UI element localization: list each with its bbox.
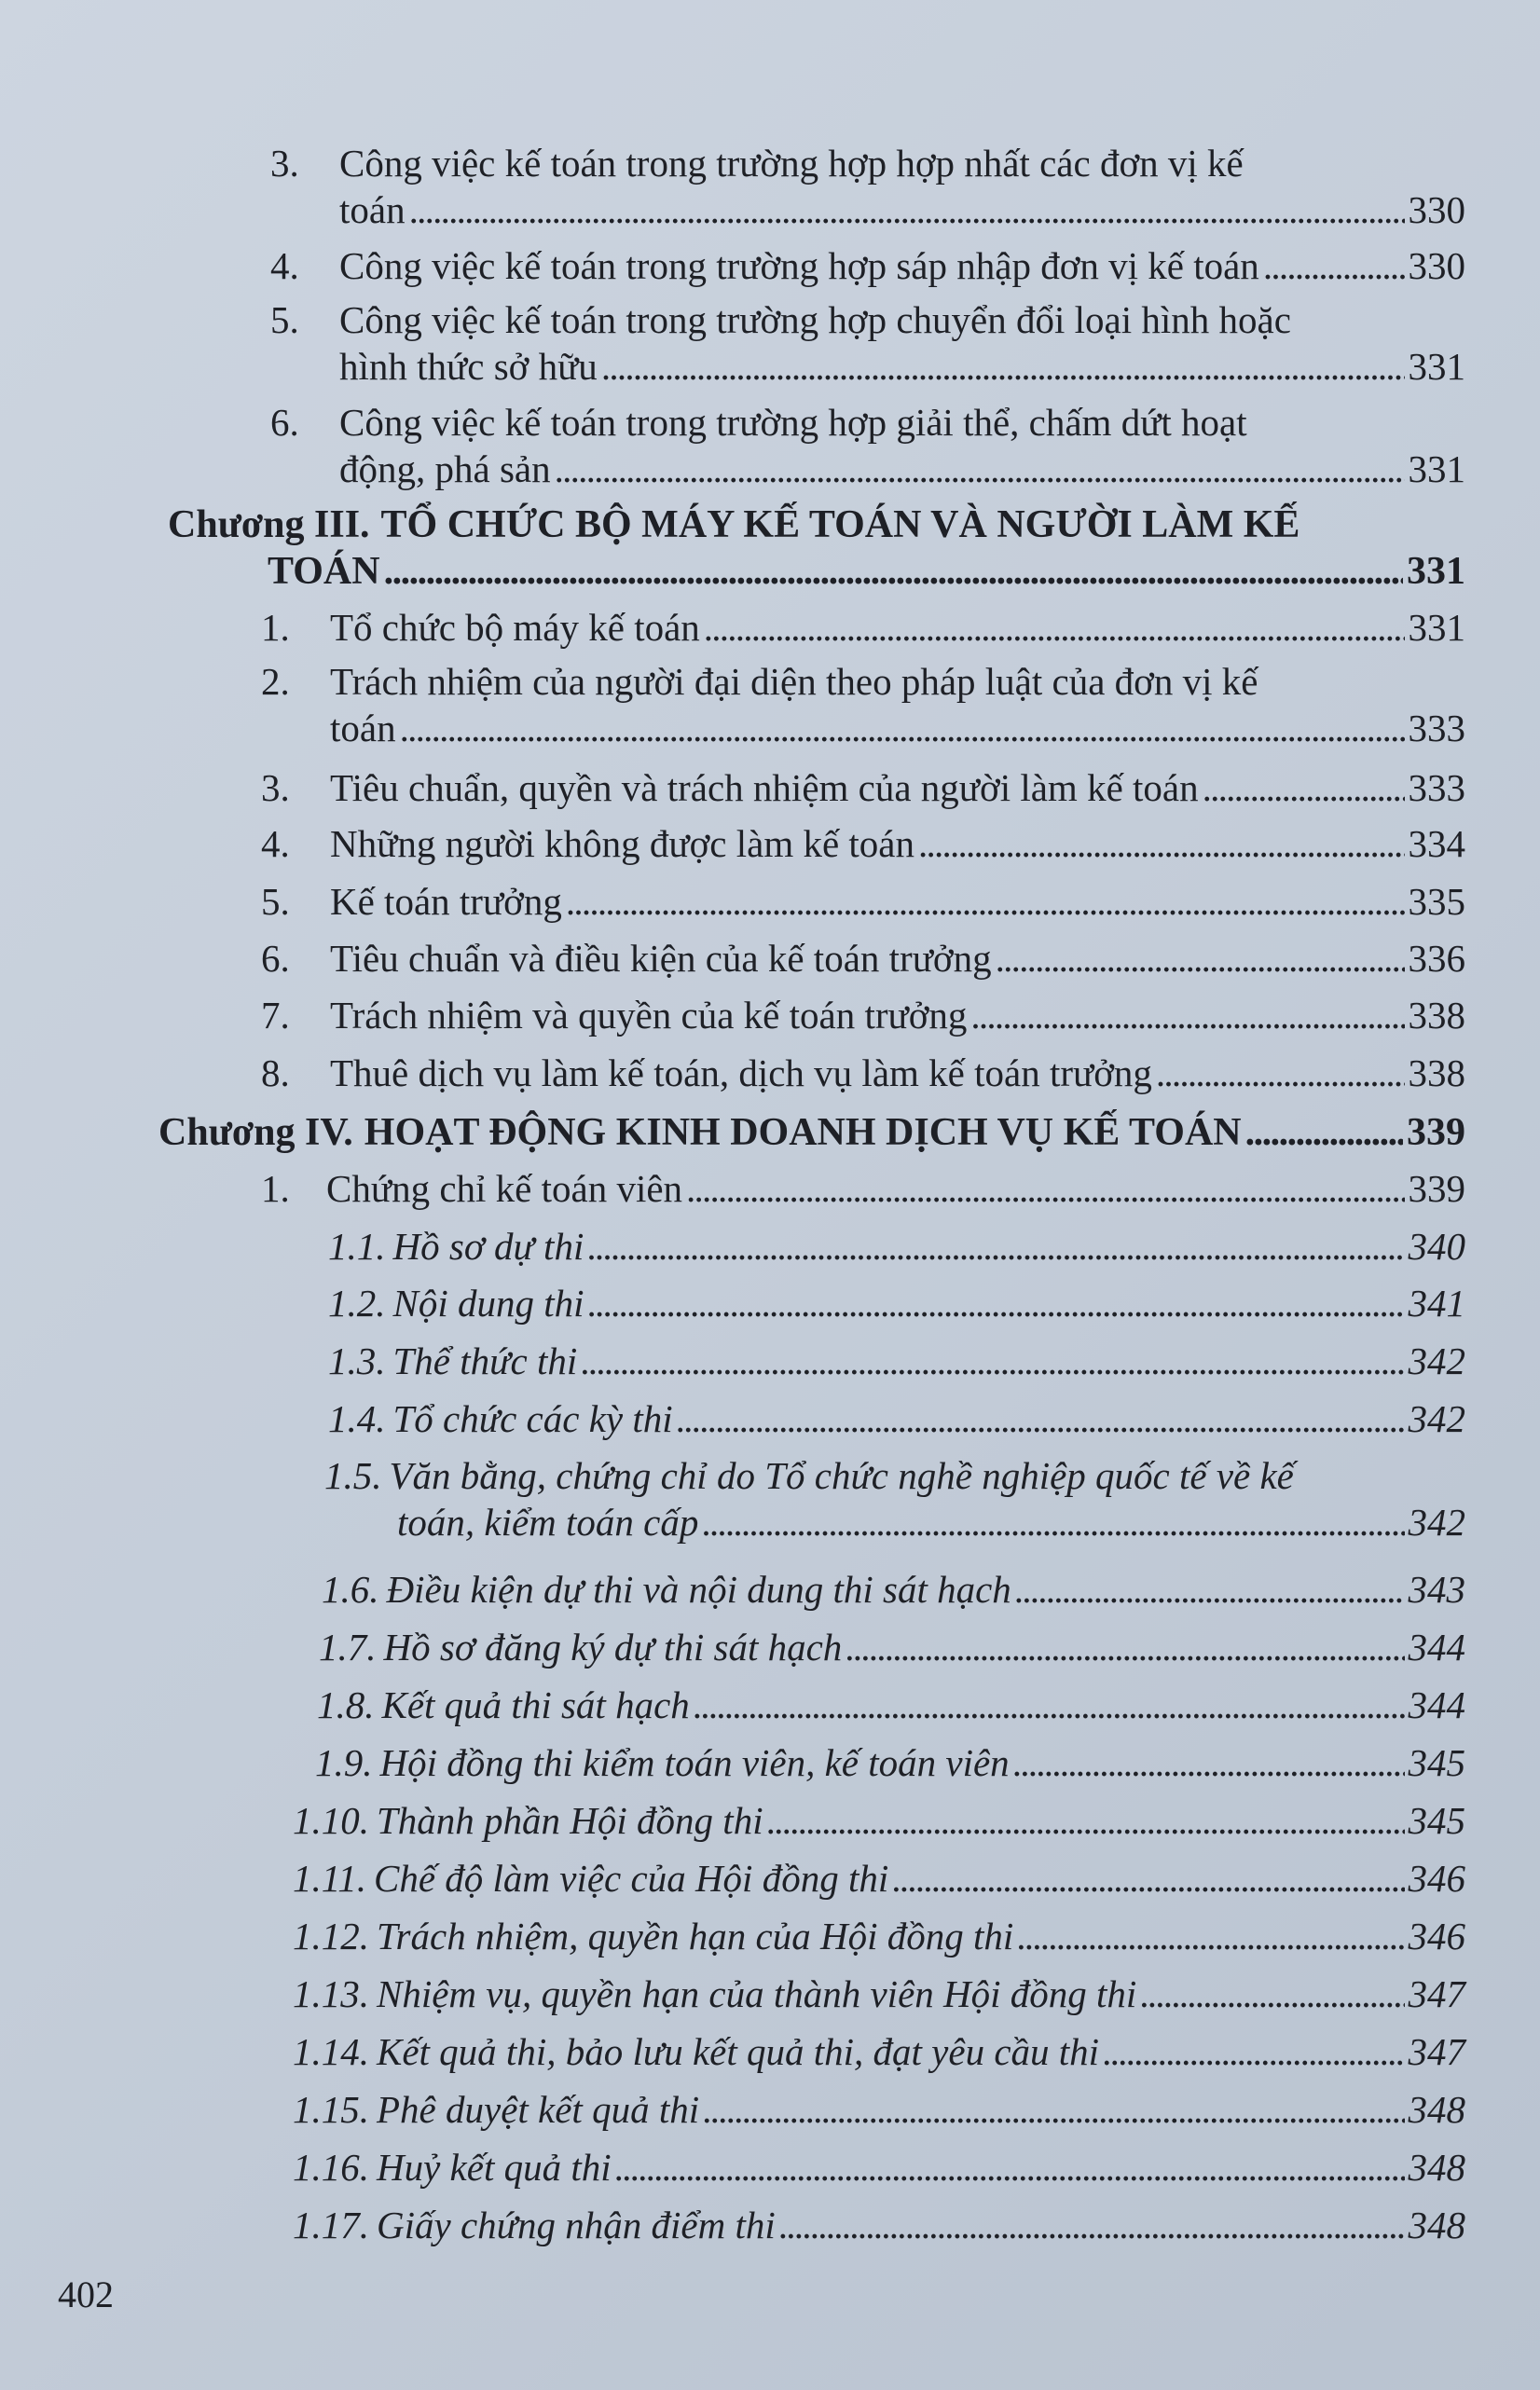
subentry-title: Thành phần Hội đồng thi bbox=[377, 1799, 763, 1842]
leader-dots bbox=[694, 1682, 1405, 1728]
entry-number: 8. bbox=[261, 1051, 290, 1094]
leader-dots bbox=[702, 1499, 1404, 1545]
entry-title: Tổ chức bộ máy kế toán bbox=[330, 606, 700, 649]
toc-subentry bbox=[328, 1395, 1465, 1442]
leader-dots bbox=[1156, 1050, 1405, 1096]
toc-entry bbox=[270, 140, 1465, 233]
toc-entry bbox=[261, 1165, 1465, 1212]
toc-subentry bbox=[293, 1913, 1465, 1959]
leader-dots bbox=[703, 2086, 1404, 2133]
toc-entry bbox=[261, 878, 1465, 925]
leader-dots bbox=[1203, 764, 1405, 811]
entry-number: 4. bbox=[270, 244, 299, 287]
leader-dots bbox=[601, 343, 1405, 390]
toc-subentry bbox=[293, 1797, 1465, 1844]
entry-title-cont: toán bbox=[330, 707, 396, 749]
subentry-page: 343 bbox=[1408, 1568, 1465, 1611]
subentry-title: Văn bằng, chứng chỉ do Tổ chức nghề nghiệp quốc tế về kế bbox=[389, 1454, 1294, 1497]
subentry-number: 1.9. bbox=[315, 1741, 373, 1784]
leader-dots bbox=[767, 1797, 1405, 1844]
subentry-number: 1.2. bbox=[328, 1282, 386, 1325]
leader-dots bbox=[555, 446, 1405, 492]
leader-dots bbox=[384, 548, 1403, 595]
toc-entry bbox=[270, 242, 1465, 289]
entry-page: 331 bbox=[1408, 606, 1465, 649]
leader-dots bbox=[587, 1223, 1404, 1270]
subentry-title: Giấy chứng nhận điểm thi bbox=[377, 2204, 776, 2246]
subentry-title: Phê duyệt kết quả thi bbox=[377, 2088, 700, 2131]
subentry-title: Chế độ làm việc của Hội đồng thi bbox=[373, 1857, 889, 1900]
entry-number: 5. bbox=[261, 880, 290, 923]
subentry-page: 342 bbox=[1408, 1501, 1465, 1544]
subentry-page: 340 bbox=[1408, 1225, 1465, 1268]
toc-chapter bbox=[168, 501, 1465, 595]
subentry-number: 1.15. bbox=[293, 2088, 369, 2131]
subentry-page: 348 bbox=[1408, 2204, 1465, 2246]
toc-entry bbox=[261, 604, 1465, 651]
entry-page: 330 bbox=[1408, 244, 1465, 287]
entry-number: 4. bbox=[261, 822, 290, 865]
leader-dots bbox=[1015, 1566, 1405, 1613]
entry-page: 333 bbox=[1408, 707, 1465, 749]
leader-dots bbox=[846, 1624, 1404, 1670]
toc-entry bbox=[261, 764, 1465, 811]
leader-dots bbox=[686, 1165, 1404, 1212]
subentry-page: 345 bbox=[1408, 1799, 1465, 1842]
entry-page: 338 bbox=[1408, 1051, 1465, 1094]
leader-dots bbox=[918, 820, 1405, 867]
entry-number: 1. bbox=[261, 1167, 290, 1210]
leader-dots bbox=[588, 1280, 1405, 1326]
toc-entry bbox=[261, 820, 1465, 867]
entry-title: Những người không được làm kế toán bbox=[330, 822, 914, 865]
leader-dots bbox=[581, 1338, 1404, 1384]
subentry-title-cont: toán, kiểm toán cấp bbox=[397, 1501, 699, 1544]
subentry-page: 346 bbox=[1408, 1857, 1465, 1900]
toc-subentry bbox=[328, 1280, 1465, 1326]
subentry-number: 1.11. bbox=[293, 1857, 366, 1900]
leader-dots bbox=[615, 2144, 1405, 2191]
subentry-number: 1.13. bbox=[293, 1972, 369, 2015]
toc-subentry bbox=[317, 1682, 1465, 1728]
chapter-number: Chương III. bbox=[168, 503, 370, 546]
leader-dots bbox=[996, 935, 1405, 982]
entry-number: 3. bbox=[261, 766, 290, 809]
entry-title: Công việc kế toán trong trường hợp sáp nhập đơn vị kế toán bbox=[339, 244, 1259, 287]
toc-entry bbox=[270, 296, 1465, 390]
entry-page: 331 bbox=[1408, 345, 1465, 388]
leader-dots bbox=[970, 992, 1404, 1038]
entry-title: Tiêu chuẩn, quyền và trách nhiệm của người làm kế toán bbox=[330, 766, 1199, 809]
subentry-title: Kết quả thi, bảo lưu kết quả thi, đạt yêu cầu thi bbox=[377, 2030, 1100, 2073]
leader-dots bbox=[1245, 1109, 1403, 1156]
subentry-number: 1.10. bbox=[293, 1799, 369, 1842]
leader-dots bbox=[1140, 1971, 1404, 2017]
leader-dots bbox=[566, 878, 1405, 925]
toc-subentry bbox=[293, 2086, 1465, 2133]
entry-page: 334 bbox=[1408, 822, 1465, 865]
entry-page: 333 bbox=[1408, 766, 1465, 809]
entry-title-cont: hình thức sở hữu bbox=[339, 345, 598, 388]
subentry-number: 1.5. bbox=[324, 1454, 382, 1497]
toc-entry bbox=[261, 1050, 1465, 1096]
toc-subentry bbox=[324, 1452, 1465, 1545]
leader-dots bbox=[704, 604, 1405, 651]
leader-dots bbox=[1013, 1739, 1405, 1786]
toc-subentry bbox=[322, 1566, 1465, 1613]
entry-page: 335 bbox=[1408, 880, 1465, 923]
leader-dots bbox=[400, 705, 1405, 751]
leader-dots bbox=[409, 186, 1405, 233]
subentry-page: 344 bbox=[1408, 1626, 1465, 1669]
entry-title: Chứng chỉ kế toán viên bbox=[326, 1167, 683, 1210]
toc-entry bbox=[261, 658, 1465, 751]
toc-subentry bbox=[328, 1338, 1465, 1384]
entry-title: Thuê dịch vụ làm kế toán, dịch vụ làm kế toán trưởng bbox=[330, 1051, 1152, 1094]
subentry-title: Thể thức thi bbox=[392, 1339, 578, 1382]
subentry-number: 1.12. bbox=[293, 1915, 369, 1957]
subentry-title: Trách nhiệm, quyền hạn của Hội đồng thi bbox=[377, 1915, 1014, 1957]
leader-dots bbox=[1103, 2028, 1404, 2075]
leader-dots bbox=[677, 1395, 1405, 1442]
entry-page: 331 bbox=[1408, 447, 1465, 490]
toc-subentry bbox=[293, 2028, 1465, 2075]
chapter-page: 339 bbox=[1407, 1111, 1465, 1154]
subentry-number: 1.7. bbox=[319, 1626, 377, 1669]
entry-number: 3. bbox=[270, 142, 299, 185]
subentry-page: 344 bbox=[1408, 1683, 1465, 1726]
subentry-page: 347 bbox=[1408, 2030, 1465, 2073]
entry-page: 330 bbox=[1408, 188, 1465, 231]
toc-subentry bbox=[328, 1223, 1465, 1270]
entry-title: Công việc kế toán trong trường hợp hợp nhất các đơn vị kế bbox=[339, 142, 1244, 185]
subentry-number: 1.16. bbox=[293, 2146, 369, 2189]
entry-title-cont: toán bbox=[339, 188, 406, 231]
entry-number: 1. bbox=[261, 606, 290, 649]
entry-title: Trách nhiệm của người đại diện theo pháp luật của đơn vị kế bbox=[330, 660, 1258, 703]
toc-entry bbox=[261, 992, 1465, 1038]
entry-page: 338 bbox=[1408, 994, 1465, 1037]
subentry-page: 346 bbox=[1408, 1915, 1465, 1957]
toc-subentry bbox=[315, 1739, 1465, 1786]
subentry-page: 342 bbox=[1408, 1397, 1465, 1440]
subentry-title: Hồ sơ dự thi bbox=[392, 1225, 584, 1268]
entry-number: 2. bbox=[261, 660, 290, 703]
subentry-title: Hồ sơ đăng ký dự thi sát hạch bbox=[383, 1626, 843, 1669]
toc-subentry bbox=[319, 1624, 1465, 1670]
subentry-title: Huỷ kết quả thi bbox=[377, 2146, 612, 2189]
entry-title: Trách nhiệm và quyền của kế toán trưởng bbox=[330, 994, 968, 1037]
subentry-number: 1.8. bbox=[317, 1683, 375, 1726]
subentry-number: 1.6. bbox=[322, 1568, 379, 1611]
entry-number: 5. bbox=[270, 298, 299, 341]
subentry-title: Điều kiện dự thi và nội dung thi sát hạch bbox=[386, 1568, 1011, 1611]
subentry-title: Tổ chức các kỳ thi bbox=[392, 1397, 673, 1440]
subentry-title: Kết quả thi sát hạch bbox=[381, 1683, 690, 1726]
entry-title-cont: động, phá sản bbox=[339, 447, 551, 490]
subentry-number: 1.17. bbox=[293, 2204, 369, 2246]
subentry-number: 1.3. bbox=[328, 1339, 386, 1382]
chapter-number: Chương IV. bbox=[158, 1111, 353, 1154]
leader-dots bbox=[1263, 242, 1405, 289]
toc-subentry bbox=[293, 1971, 1465, 2017]
subentry-number: 1.4. bbox=[328, 1397, 386, 1440]
toc-subentry bbox=[293, 2202, 1465, 2248]
entry-title: Công việc kế toán trong trường hợp giải thể, chấm dứt hoạt bbox=[339, 401, 1247, 444]
subentry-title: Hội đồng thi kiểm toán viên, kế toán viên bbox=[379, 1741, 1010, 1784]
chapter-title: HOẠT ĐỘNG KINH DOANH DỊCH VỤ KẾ TOÁN bbox=[364, 1111, 1242, 1154]
toc-entry bbox=[270, 399, 1465, 492]
subentry-page: 341 bbox=[1408, 1282, 1465, 1325]
chapter-page: 331 bbox=[1407, 550, 1465, 593]
toc-chapter bbox=[158, 1109, 1465, 1156]
subentry-title: Nội dung thi bbox=[392, 1282, 584, 1325]
entry-number: 7. bbox=[261, 994, 290, 1037]
toc-entry bbox=[261, 935, 1465, 982]
page-number: 402 bbox=[58, 2273, 114, 2315]
leader-dots bbox=[1017, 1913, 1404, 1959]
leader-dots bbox=[779, 2202, 1405, 2248]
subentry-page: 347 bbox=[1408, 1972, 1465, 2015]
entry-page: 339 bbox=[1408, 1167, 1465, 1210]
entry-number: 6. bbox=[270, 401, 299, 444]
subentry-page: 342 bbox=[1408, 1339, 1465, 1382]
entry-title: Công việc kế toán trong trường hợp chuyển đổi loại hình hoặc bbox=[339, 298, 1291, 341]
subentry-page: 345 bbox=[1408, 1741, 1465, 1784]
entry-title: Kế toán trưởng bbox=[330, 880, 562, 923]
entry-number: 6. bbox=[261, 937, 290, 980]
subentry-page: 348 bbox=[1408, 2088, 1465, 2131]
subentry-number: 1.1. bbox=[328, 1225, 386, 1268]
toc-subentry bbox=[293, 1855, 1465, 1902]
toc-subentry bbox=[293, 2144, 1465, 2191]
subentry-number: 1.14. bbox=[293, 2030, 369, 2073]
chapter-title: TỔ CHỨC BỘ MÁY KẾ TOÁN VÀ NGƯỜI LÀM KẾ bbox=[380, 503, 1300, 546]
subentry-page: 348 bbox=[1408, 2146, 1465, 2189]
chapter-title-cont: TOÁN bbox=[268, 550, 380, 593]
entry-title: Tiêu chuẩn và điều kiện của kế toán trưởng bbox=[330, 937, 992, 980]
subentry-title: Nhiệm vụ, quyền hạn của thành viên Hội đồng thi bbox=[377, 1972, 1137, 2015]
leader-dots bbox=[892, 1855, 1404, 1902]
entry-page: 336 bbox=[1408, 937, 1465, 980]
